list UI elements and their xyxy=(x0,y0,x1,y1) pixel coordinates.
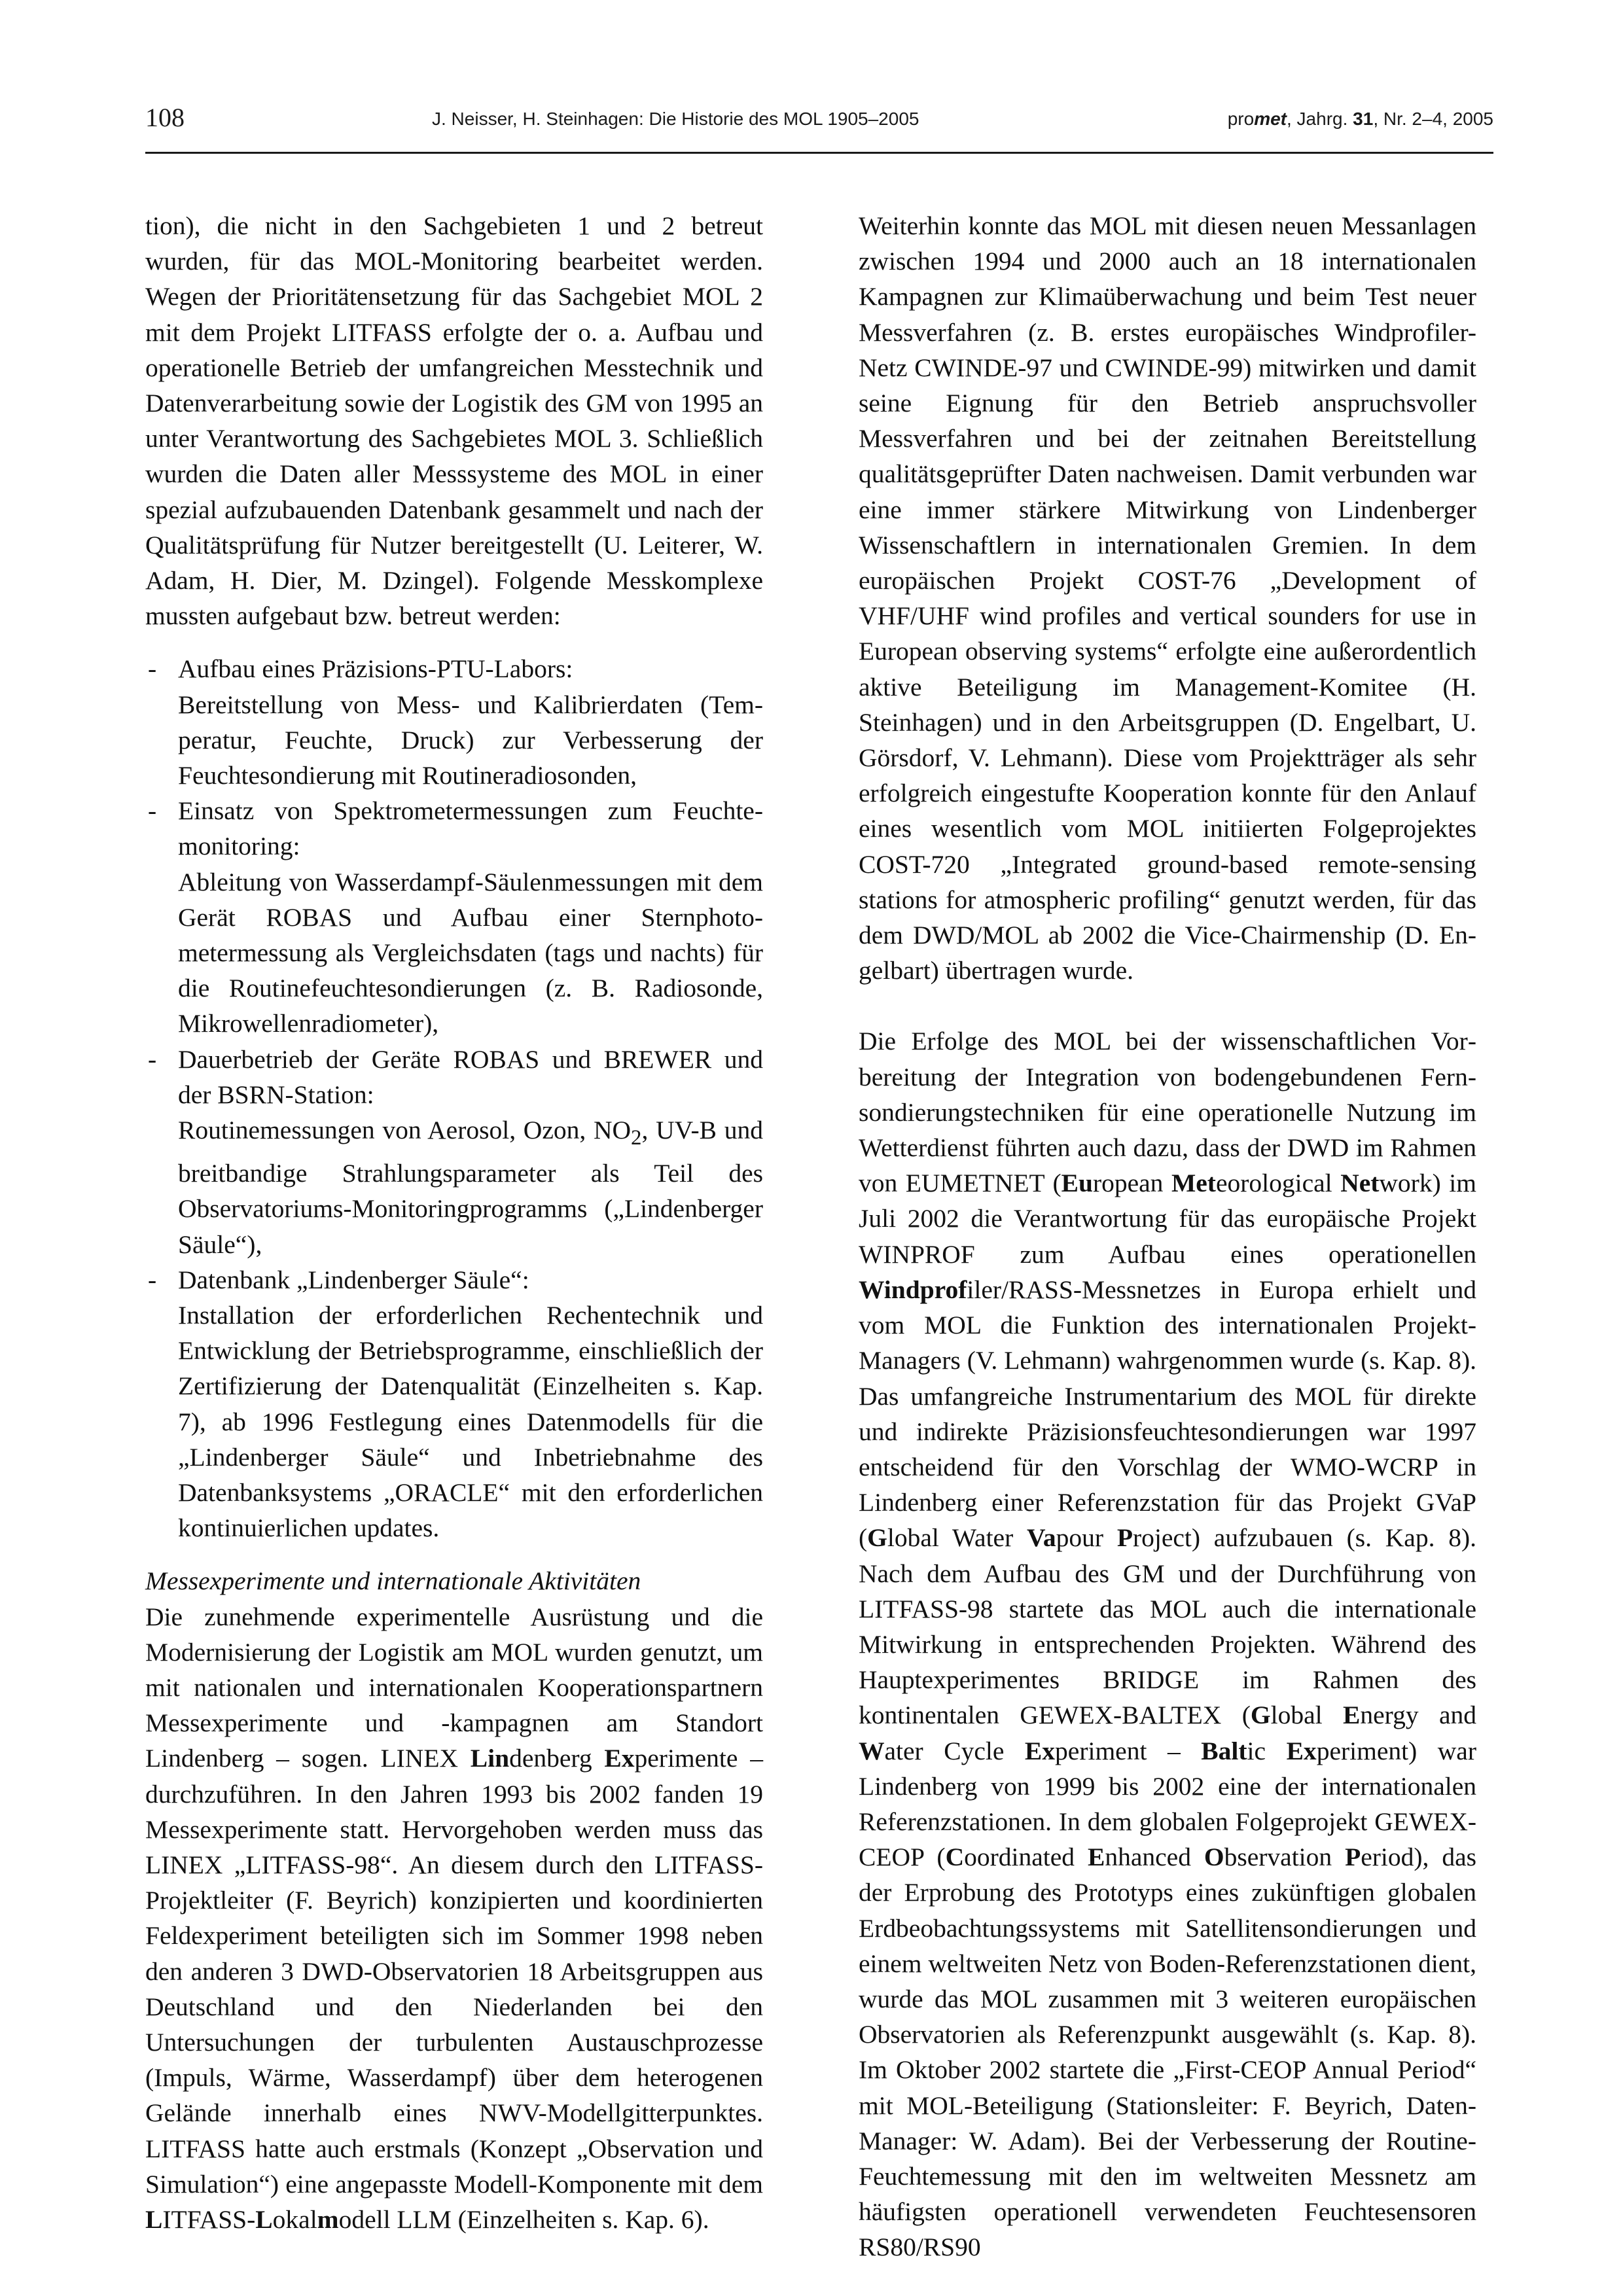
article-reference: J. Neisser, H. Steinhagen: Die Historie des MOL 1905–2005 xyxy=(432,109,919,129)
text-run: lobal Water xyxy=(887,1523,1027,1553)
journal-citation xyxy=(1228,109,1493,130)
bold-run: Ex xyxy=(1024,1736,1056,1765)
text-run: nhanced xyxy=(1105,1843,1204,1872)
dash-bullet: - xyxy=(148,1044,157,1074)
text-run: ropean xyxy=(1092,1169,1171,1198)
text-run: lobal xyxy=(1270,1701,1343,1730)
list-item-title: Datenbank „Lindenberger Säule“: xyxy=(178,1265,529,1294)
list-item xyxy=(145,1042,763,1262)
bold-run: prof xyxy=(919,1275,967,1304)
bold-run: C xyxy=(945,1843,965,1872)
text-run: eriod), das der Erprobung des Prototyps eines zukünftigen globalen Erdbeobachtungssystems mit Satellitensondierungen und einem weltweiten Netz von Boden-Referenzstationen dient, wurde das MOL zusammen mit 3 weiteren europäischen Observatorien als Referenzpunkt ausgewählt (s. Kap. 8). Im Oktober 2002 startete die „First-CEOP Annual Period“ mit MOL-Beteiligung (Stationsleiter: F. Beyrich, Daten-Manager: W. Adam). Bei der Verbesserung der Routine-Feuchtemessung mit den im weltweiten Messnetz am häufigsten operationell verwendeten Feuchtesensoren RS80/RS90 xyxy=(859,1843,1477,2262)
list-text-part: Routinemessungen von Aerosol, Ozon, NO xyxy=(178,1116,632,1145)
journal-volume: 31 xyxy=(1353,109,1374,129)
text-run: bservation xyxy=(1224,1843,1346,1872)
list-item-text: Bereitstellung von Mess- und Kalibrierdaten (Temperatur, Feuchte, Druck) zur Verbesserung der Feuchtesondierung mit Routineradiosonden, xyxy=(178,690,763,790)
text-run: roject) aufzubauen (s. Kap. 8). Nach dem Aufbau des GM und der Durchführung von LITFASS-98 startete das MOL auch die internationale Mitwirkung in entsprechenden Projekten. Während des Hauptexperimentes BRIDGE im Rahmen des kontinentalen GEWEX-BALTEX ( xyxy=(859,1523,1476,1730)
left-column xyxy=(145,208,763,2237)
journal-prefix: pro xyxy=(1227,109,1255,129)
text-run: pour xyxy=(1056,1523,1117,1553)
bold-run: G xyxy=(867,1523,887,1553)
bold-run: m xyxy=(317,2205,339,2234)
text-run: work) im Juli 2002 die Verantwortung für das europäische Projekt WINPROF zum Aufbau eines operationellen xyxy=(859,1169,1476,1269)
text-run: oordinated xyxy=(964,1843,1088,1872)
bold-run: W xyxy=(859,1736,885,1765)
bold-run: Wind xyxy=(859,1275,920,1304)
dash-bullet: - xyxy=(148,1265,157,1294)
text-run: periment) war Lindenberg von 1999 bis 2002 eine der internationalen Referenzstationen. In dem globalen Folgeprojekt GEWEX-CEOP ( xyxy=(859,1736,1476,1872)
list-item-text: Ableitung von Wasserdampf-Säulenmessungen mit dem Gerät ROBAS und Aufbau einer Sternphotometermessung als Vergleichsdaten (tags und nachts) für die Routinefeuchtesondierungen (z. B. Radiosonde, Mikrowellenradiometer), xyxy=(178,867,763,1038)
bold-run: Va xyxy=(1027,1523,1056,1553)
bold-run: G xyxy=(1250,1701,1271,1730)
bold-run: E xyxy=(1087,1843,1105,1872)
text-run: iler/RASS-Messnetzes in Europa erhielt und vom MOL die Funktion des internationalen Projekt-Managers (V. Lehmann) wahrgenommen wurde (s. Kap. 8). Das umfangreiche Instrumentarium des MOL für direkte und indirekte Präzisionsfeuchtesondierungen war 1997 entscheidend für den Vorschlag der WMO-WCRP in Lindenberg einer Referenzstation für das Projekt GVaP ( xyxy=(859,1275,1476,1553)
journal-suffix: , Nr. 2–4, 2005 xyxy=(1373,109,1493,129)
bold-run: Ex xyxy=(1286,1736,1317,1765)
right-paragraph-1: Weiterhin konnte das MOL mit diesen neuen Messanlagen zwischen 1994 und 2000 auch an 18 internationalen Kampagnen zur Klimaüberwachung und beim Test neuer Messverfahren (z. B. erstes europäisches Windprofiler-Netz CWINDE-97 und CWINDE-99) mitwirken und damit seine Eignung für den Betrieb anspruchsvoller Messverfahren und bei der zeitnahen Bereitstellung qualitätsgeprüfter Daten nachweisen. Damit verbunden war eine immer stärkere Mitwirkung von Lindenberger Wissenschaftlern in internationalen Gremien. In dem europäischen Projekt COST-76 „Development of VHF/UHF wind profiles and vertical sounders for use in European observing systems“ erfolgte eine außerordentlich aktive Beteiligung im Management-Komitee (H. Steinhagen) und in den Arbeitsgruppen (D. Engelbart, U. Görsdorf, V. Lehmann). Diese vom Projektträger als sehr erfolgreich eingestufte Kooperation konnte für den Anlauf eines wesentlich vom MOL initiierten Folgeprojektes COST-720 „Integrated ground-based remote-sensing stations for atmospheric profiling“ genutzt werden, für das dem DWD/MOL ab 2002 die Vice-Chairmenship (D. Engelbart) übertragen wurde. xyxy=(859,211,1476,985)
bold-run: E xyxy=(1342,1701,1361,1730)
bold-run: P xyxy=(1345,1843,1361,1872)
list-item-title: Aufbau eines Präzisions-PTU-Labors: xyxy=(178,654,573,684)
left-paragraph-1: tion), die nicht in den Sachgebieten 1 und 2 betreut wurden, für das MOL-Monitoring bearbeitet werden. Wegen der Prioritätensetzung für das Sachgebiet MOL 2 mit dem Projekt LITFASS erfolgte der o. a. Aufbau und operationelle Betrieb der umfangreichen Messtechnik und Datenverarbeitung sowie der Logistik des GM von 1995 an unter Verantwortung des Sachgebietes MOL 3. Schließlich wurden die Daten aller Messsysteme des MOL in einer spezial aufzubauenden Datenbank gesammelt und nach der Qualitätsprüfung für Nutzer bereitgestellt (U. Leiterer, W. Adam, H. Dier, M. Dzingel). Folgende Messkomplexe mussten aufgebaut bzw. betreut werden: xyxy=(145,211,763,631)
text-run: eorological xyxy=(1215,1169,1341,1198)
bold-run: P xyxy=(1116,1523,1133,1553)
bold-run: L xyxy=(255,2205,273,2234)
list-item-text xyxy=(178,1112,763,1262)
right-column xyxy=(859,208,1476,2265)
right-paragraph-2 xyxy=(859,1023,1476,2265)
text-run: Die Erfolge des MOL bei der wissenschaftlichen Vorbereitung der Integration von bodengebundenen Fernsondierungstechniken für eine operationelle Nutzung im Wetterdienst führten auch dazu, dass der DWD im Rahmen von EUMETNET ( xyxy=(859,1027,1476,1198)
bold-run: Ex xyxy=(604,1744,635,1773)
bold-run: Net xyxy=(1340,1169,1380,1198)
section-subheading: Messexperimente und internationale Aktivitäten xyxy=(145,1566,641,1596)
dash-bullet: - xyxy=(148,654,157,684)
list-item xyxy=(145,651,763,793)
bold-run: Lin xyxy=(470,1744,510,1773)
bold-run: Met xyxy=(1171,1169,1216,1198)
journal-mid: , Jahrg. xyxy=(1286,109,1353,129)
text-run: ITFASS- xyxy=(162,2205,256,2234)
text-run: odell LLM (Einzelheiten s. Kap. 6). xyxy=(338,2205,709,2234)
text-run: ic xyxy=(1247,1736,1287,1765)
left-paragraph-2 xyxy=(145,1599,763,2238)
journal-met: met xyxy=(1254,109,1287,129)
bold-run: Balt xyxy=(1201,1736,1247,1765)
list-item xyxy=(145,793,763,1041)
measurement-list xyxy=(145,651,763,1545)
text-run: Die zunehmende experimentelle Ausrüstung und die Modernisierung der Logistik am MOL wurden genutzt, um mit nationalen und internationalen Kooperationspartnern Messexperimente und -kampagnen am Standort Lindenberg – sogen. LINEX xyxy=(145,1602,763,1773)
subscript: 2 xyxy=(631,1125,642,1150)
bold-run: O xyxy=(1204,1843,1224,1872)
list-item-title: Einsatz von Spektrometermessungen zum Feuchtemonitoring: xyxy=(178,796,763,861)
list-text-part: , UV-B und breitbandige Strahlungsparameter als Teil des Observatoriums-Monitoringprogramms („Lindenberger Säule“), xyxy=(178,1116,763,1259)
list-item-text: Installation der erforderlichen Rechentechnik und Entwicklung der Betriebsprogramme, einschließlich der Zertifizierung der Datenqualität (Einzelheiten s. Kap. 7), ab 1996 Festlegung eines Datenmodells für die „Lindenberger Säule“ und Inbetriebnahme des Datenbanksystems „ORACLE“ mit den erforderlichen kontinuierlichen updates. xyxy=(178,1300,763,1543)
running-header xyxy=(145,102,1493,141)
header-rule xyxy=(145,152,1493,154)
list-item xyxy=(145,1262,763,1546)
text-run: periment – xyxy=(1055,1736,1202,1765)
bold-run: L xyxy=(145,2205,163,2234)
page-number: 108 xyxy=(145,103,185,132)
text-run: ater Cycle xyxy=(884,1736,1025,1765)
list-item-title: Dauerbetrieb der Geräte ROBAS und BREWER und der BSRN-Station: xyxy=(178,1044,763,1109)
text-run: nergy and xyxy=(1360,1701,1477,1730)
text-run: denberg xyxy=(509,1744,605,1773)
bold-run: Eu xyxy=(1061,1169,1093,1198)
text-run: perimente – durchzuführen. In den Jahren 1993 bis 2002 fanden 19 Messexperimente statt. Hervorgehoben werden muss das LINEX „LITFASS-98“. An diesem durch den LITFASS-Projektleiter (F. Beyrich) konzipierten und koordinierten Feldexperiment beteiligten sich im Sommer 1998 neben den anderen 3 DWD-Observatorien 18 Arbeitsgruppen aus Deutschland und den Niederlanden bei den Untersuchungen der turbulenten Austauschprozesse (Impuls, Wärme, Wasserdampf) über dem heterogenen Gelände innerhalb eines NWV-Modellgitterpunktes. LITFASS hatte auch erstmals (Konzept „Observation und Simulation“) eine angepasste Modell-Komponente mit dem xyxy=(145,1744,763,2199)
dash-bullet: - xyxy=(148,796,157,826)
text-run: okal xyxy=(272,2205,317,2234)
